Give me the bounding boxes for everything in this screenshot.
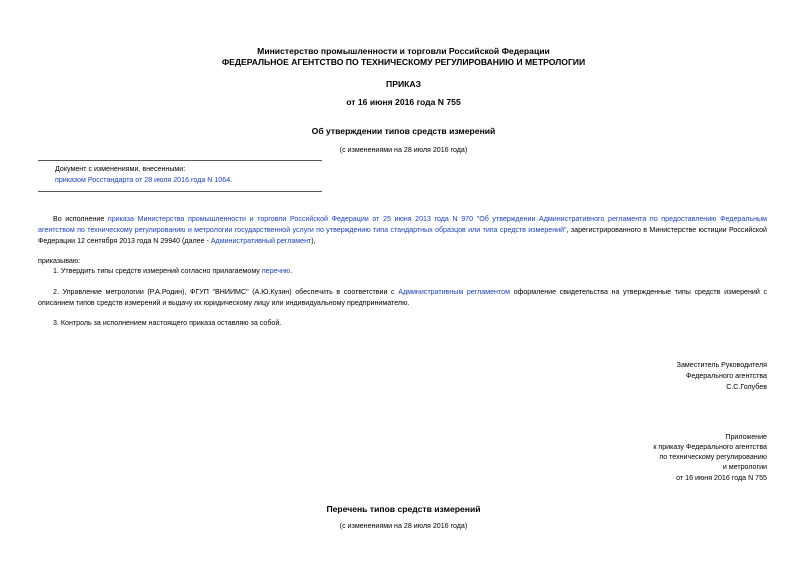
appendix-date: от 16 июня 2016 года N 755: [676, 474, 767, 482]
order-word: приказываю:: [38, 257, 81, 265]
ministry-order-link[interactable]: приказа Министерства промышленности и торговли Российской Федерации от 25 июня 2013 года N 970 "Об утверждении Административного регламента по предоставлению Федеральным агентством по техническому регулированию и метрологии государственной услуги по утверждению типа стандартных образцов или типа средств измерений": [38, 215, 768, 234]
amendment-note: (с изменениями на 28 июля 2016 года): [339, 146, 468, 154]
signature-position: Заместитель Руководителя: [676, 361, 767, 369]
changes-box-bottom-rule: [38, 191, 322, 192]
item-3: 3. Контроль за исполнением настоящего приказа оставляю за собой.: [53, 319, 282, 327]
changes-box-line: [55, 175, 232, 186]
list-title: Перечень типов средств измерений: [326, 504, 481, 514]
signature-agency: Федерального агентства: [685, 372, 767, 380]
preamble-paragraph: [38, 214, 767, 247]
item-2-end: оформление свидетельства на утвержденные типы средств измерений с описанием типов средств измерений и выдачу их юридическому лицу или индивидуальному предпринимателю.: [38, 288, 767, 307]
document-type: ПРИКАЗ: [386, 79, 421, 89]
changes-box-end: .: [230, 176, 233, 184]
item-1-text: 1. Утвердить типы средств измерений согласно прилагаемому: [53, 267, 262, 275]
appendix-order-ref: к приказу Федерального агентства: [653, 443, 767, 451]
item-2-text: 2. Управление метрологии (Р.А.Родин), ФГУП "ВНИИМС" (А.Ю.Кузин) обеспечить в соответствии с: [53, 288, 399, 296]
item-1-end: .: [290, 267, 293, 275]
changes-box-intro: Документ с изменениями, внесенными:: [55, 165, 186, 173]
signature-name: С.С.Голубев: [726, 383, 767, 391]
item-1: [53, 266, 292, 277]
changes-order-link[interactable]: приказом Росстандарта от 28 июля 2016 года N 1064: [55, 176, 231, 184]
ministry-name: Министерство промышленности и торговли Российской Федерации: [257, 46, 550, 56]
list-amendment-note: (с изменениями на 28 июля 2016 года): [339, 522, 468, 530]
appendix-agency-line: по техническому регулированию: [659, 453, 767, 461]
preamble-text-end: ),: [311, 237, 316, 245]
document-date-number: от 16 июня 2016 года N 755: [346, 97, 461, 107]
admin-regulation-link-2[interactable]: Административным регламентом: [398, 288, 510, 296]
document-title: Об утверждении типов средств измерений: [311, 126, 496, 136]
appendix-metrology-line: и метрологии: [722, 463, 767, 471]
preamble-text-middle: , зарегистрированного в Министерстве юстиции Российской Федерации 12 сентября 2013 года N 29940 (далее -: [38, 226, 768, 245]
agency-name: ФЕДЕРАЛЬНОЕ АГЕНТСТВО ПО ТЕХНИЧЕСКОМУ РЕГУЛИРОВАНИЮ И МЕТРОЛОГИИ: [221, 57, 586, 67]
item-2: [38, 287, 767, 309]
preamble-text-start: Во исполнение: [53, 215, 108, 223]
appendix-label: Приложение: [725, 433, 767, 441]
admin-regulation-link[interactable]: Административный регламент: [210, 237, 312, 245]
list-link[interactable]: перечню: [261, 267, 291, 275]
changes-box-top-rule: [38, 160, 322, 161]
